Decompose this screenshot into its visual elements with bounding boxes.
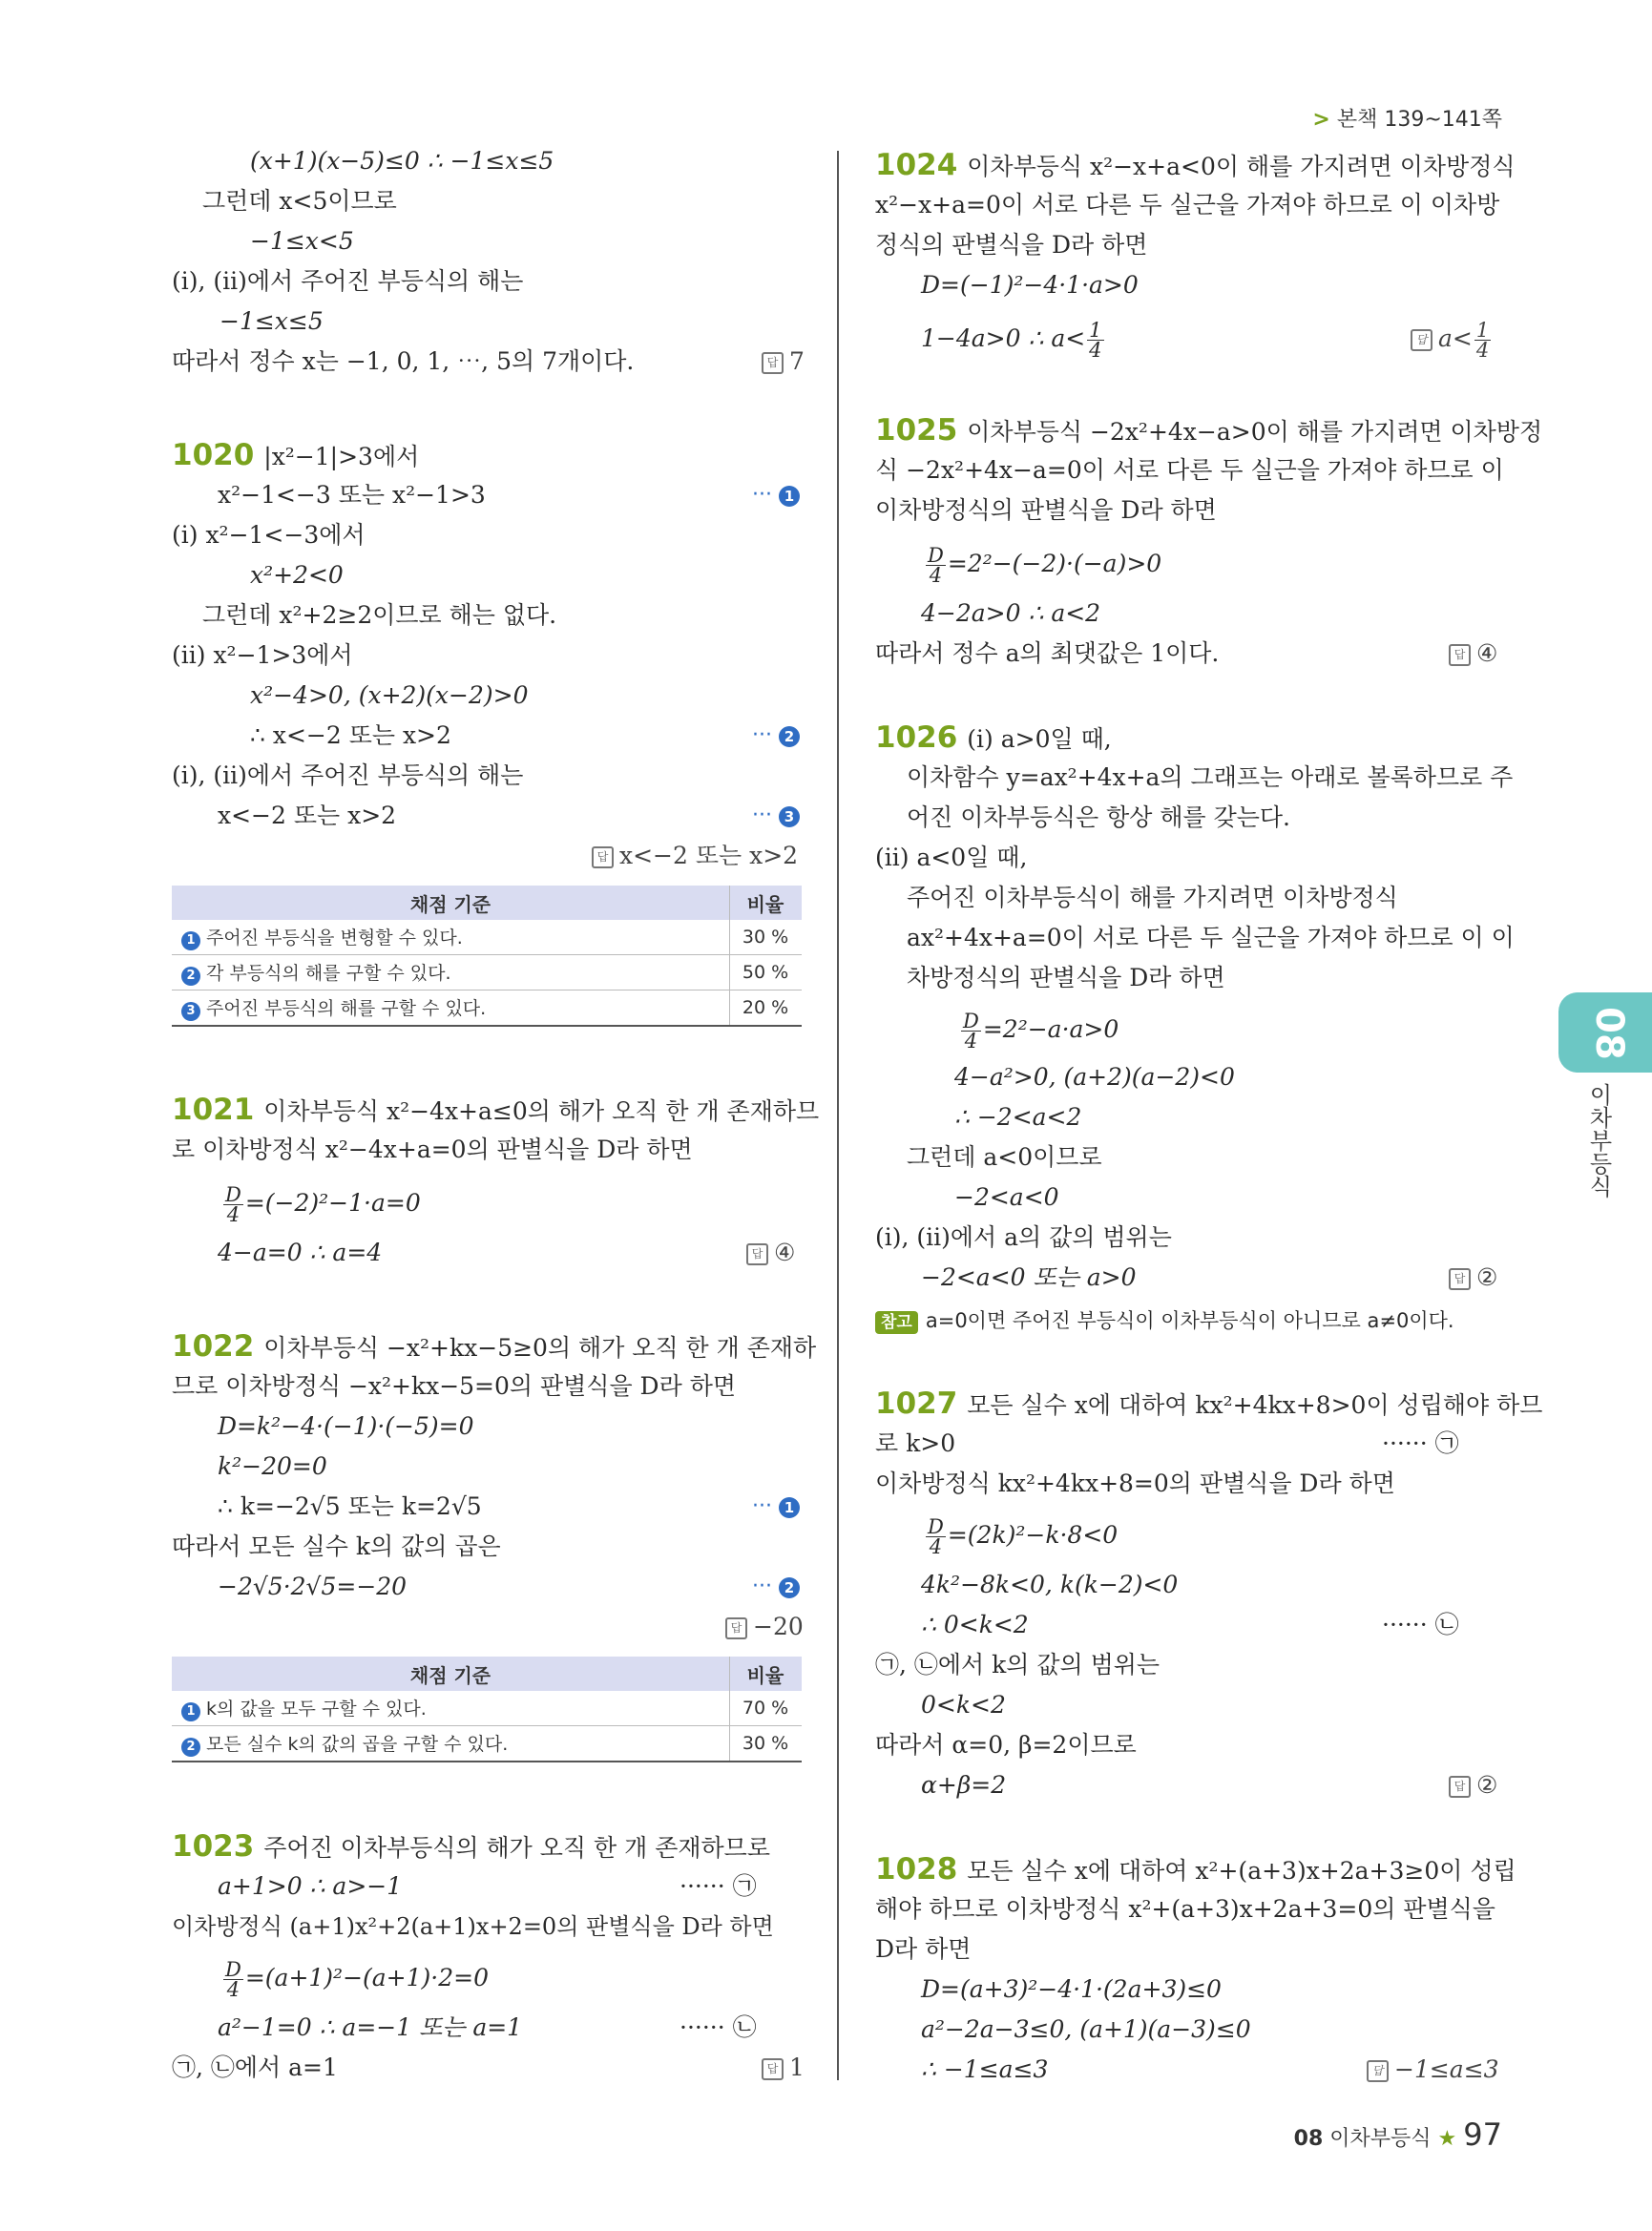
marker-b: ······ ㉡: [680, 2013, 757, 2041]
column-divider: [837, 151, 839, 2080]
text-line: 4−2a>0 ∴ a<2: [921, 599, 1101, 627]
chapter-tab[interactable]: [1558, 992, 1652, 1073]
text-line: x²+2<0: [250, 561, 344, 589]
text-line: ∴ −1≤a≤3: [921, 2055, 1049, 2083]
text-line: −2√5·2√5=−20: [218, 1573, 408, 1600]
text-line: 이차부등식 x²−x+a<0이 해를 가지려면 이차방정식: [967, 153, 1516, 180]
marker-a: ······ ㉠: [1382, 1429, 1459, 1457]
text-line: 차방정식의 판별식을 D라 하면: [907, 964, 1225, 991]
step-2-icon: 2: [779, 726, 800, 747]
text-line: 로 이차방정식 x²−4x+a=0의 판별식을 D라 하면: [172, 1136, 693, 1163]
reference-note: [875, 1305, 1454, 1334]
answer: [762, 345, 805, 378]
problem-number: 1027: [875, 1387, 958, 1421]
text-line: 주어진 이차부등식이 해를 가지려면 이차방정식: [907, 884, 1398, 911]
text-line: 모든 실수 x에 대하여 kx²+4kx+8>0이 성립해야 하므: [967, 1391, 1543, 1419]
answer-value: ②: [1476, 1771, 1498, 1799]
text-line: ㉠, ㉡에서 k의 값의 범위는: [875, 1651, 1161, 1678]
text-line: $\frac{D}{4}$ =(2k)²−k·8<0: [928, 1515, 1119, 1558]
text-line: 해야 하므로 이차방정식 x²+(a+3)x+2a+3=0의 판별식을: [875, 1895, 1495, 1923]
problem-number: 1026: [875, 720, 958, 755]
text-line: 이차부등식 −2x²+4x−a>0이 해를 가지려면 이차방정: [967, 418, 1543, 446]
answer: [1449, 1769, 1497, 1802]
text-line: $\frac{D}{4}$ =(a+1)²−(a+1)·2=0: [225, 1958, 489, 2001]
answer-value: 7: [789, 347, 805, 375]
answer-mark-icon: 답: [1449, 1268, 1471, 1290]
text-line: $\frac{D}{4}$ =(−2)²−1·a=0: [225, 1183, 421, 1226]
answer: [746, 1237, 795, 1269]
fraction: $\frac{1}{4}$: [1475, 319, 1490, 362]
answer-mark-icon: 답: [746, 1243, 768, 1265]
text-line: a²−1=0 ∴ a=−1 또는 a=1: [218, 2013, 523, 2041]
text-line: −1≤x≤5: [220, 307, 324, 335]
table-row: 2 모든 실수 k의 값의 곱을 구할 수 있다. 30 %: [172, 1726, 802, 1762]
chapter-tab-number: 08: [1586, 1007, 1631, 1060]
fraction: $\frac{D}{4}$: [928, 1515, 944, 1558]
step-1-icon: 1: [779, 486, 800, 507]
text-line: (ii) x²−1>3에서: [172, 641, 353, 669]
text-line: 이차방정식의 판별식을 D라 하면: [875, 496, 1217, 524]
table-header: 채점 기준: [172, 1657, 730, 1691]
page-footer: [1294, 2116, 1502, 2153]
text-line: 식 −2x²+4x−a=0이 서로 다른 두 실근을 가져야 하므로 이: [875, 456, 1504, 484]
answer-mark-icon: 답: [725, 1617, 747, 1639]
answer: [592, 840, 798, 872]
problem-number: 1020: [172, 438, 255, 472]
marker-b: ······ ㉡: [1382, 1611, 1459, 1638]
answer: [762, 2052, 805, 2084]
answer-value: x<−2 또는 x>2: [619, 842, 799, 869]
header-arrow: >: [1312, 108, 1330, 132]
text-line: 어진 이차부등식은 항상 해를 갖는다.: [907, 803, 1290, 831]
problem-1020: [172, 439, 419, 473]
problem-1024: [875, 149, 1516, 183]
footer-title: 이차부등식: [1329, 2127, 1432, 2151]
problem-1027: [875, 1387, 1542, 1422]
text-line: (i), (ii)에서 주어진 부등식의 해는: [172, 761, 524, 789]
text-line: (i) x²−1<−3에서: [172, 521, 366, 549]
answer: [725, 1611, 804, 1643]
answer-value: a<: [1438, 324, 1473, 352]
fraction: $\frac{D}{4}$: [928, 544, 944, 587]
answer-value: 1: [789, 2054, 805, 2081]
text-line: −2<a<0 또는 a>0: [921, 1263, 1137, 1291]
step-marker: ··· 2: [752, 719, 800, 752]
text-line: (i), (ii)에서 주어진 부등식의 해는: [172, 267, 524, 295]
header-reference: 본책 139~141쪽: [1336, 108, 1502, 132]
text-line: x<−2 또는 x>2: [218, 802, 397, 829]
page-header: [1312, 103, 1502, 133]
text-line: a+1>0 ∴ a>−1: [218, 1872, 403, 1900]
text-line: −1≤x<5: [250, 227, 354, 255]
text-line: 그런데 x²+2≥2이므로 해는 없다.: [202, 601, 557, 629]
answer-value: ④: [774, 1239, 796, 1266]
note-text: a=0이면 주어진 부등식이 이차부등식이 아니므로 a≠0이다.: [925, 1309, 1454, 1332]
problem-1022: [172, 1330, 816, 1365]
text-line: x²−1<−3 또는 x²−1>3: [218, 481, 486, 509]
answer-value: ②: [1476, 1263, 1498, 1291]
text-line: 그런데 x<5이므로: [202, 187, 397, 215]
problem-1025: [875, 414, 1542, 448]
step-marker: ··· 2: [752, 1571, 800, 1603]
answer-mark-icon: 답: [1449, 644, 1471, 666]
answer-mark-icon: 답: [1449, 1776, 1471, 1798]
text-line: ∴ −2<a<2: [954, 1103, 1082, 1131]
answer-mark-icon: 답: [592, 846, 614, 868]
page-number: 97: [1463, 2116, 1502, 2153]
text-line: 이차함수 y=ax²+4x+a의 그래프는 아래로 볼록하므로 주: [907, 763, 1514, 791]
text-line: 따라서 모든 실수 k의 값의 곱은: [172, 1533, 501, 1560]
text-line: 이차방정식 kx²+4kx+8=0의 판별식을 D라 하면: [875, 1470, 1395, 1497]
text-line: (i) a>0일 때,: [967, 725, 1112, 753]
fraction: $\frac{D}{4}$: [963, 1010, 979, 1053]
text-line: ∴ k=−2√5 또는 k=2√5: [218, 1492, 482, 1520]
text-line: 0<k<2: [921, 1691, 1006, 1719]
text-line: |x²−1|>3에서: [263, 443, 420, 470]
footer-chapter: 08: [1293, 2127, 1324, 2151]
text-line: x²−4>0, (x+2)(x−2)>0: [250, 681, 529, 709]
step-1-icon: 1: [779, 1497, 800, 1518]
problem-number: 1023: [172, 1829, 255, 1864]
text-line: (ii) a<0일 때,: [875, 844, 1028, 871]
text-line: D라 하면: [875, 1935, 972, 1963]
text-line: 모든 실수 x에 대하여 x²+(a+3)x+2a+3≥0이 성립: [967, 1857, 1516, 1885]
answer: [1367, 2054, 1499, 2086]
text-line: 따라서 정수 a의 최댓값은 1이다.: [875, 639, 1220, 667]
text-line: ∴ 0<k<2: [921, 1611, 1029, 1638]
text-line: ㉠, ㉡에서 a=1: [172, 2054, 338, 2081]
text-line: $\frac{D}{4}$ =2²−a·a>0: [963, 1010, 1119, 1053]
table-row: 1 주어진 부등식을 변형할 수 있다. 30 %: [172, 920, 802, 955]
answer: [1449, 637, 1497, 670]
text-line: a²−2a−3≤0, (a+1)(a−3)≤0: [921, 2015, 1251, 2043]
table-header: 비율: [730, 1657, 803, 1691]
star-icon: ★: [1437, 2127, 1457, 2151]
step-marker: ··· 3: [752, 800, 800, 832]
fraction: $\frac{1}{4}$: [1089, 319, 1102, 362]
answer: [1449, 1261, 1497, 1294]
text-line: 따라서 α=0, β=2이므로: [875, 1731, 1137, 1759]
text-line: (x+1)(x−5)≤0 ∴ −1≤x≤5: [250, 147, 554, 175]
problem-1023: [172, 1830, 770, 1865]
answer-mark-icon: 답: [1367, 2060, 1389, 2082]
answer-mark-icon: 답: [1411, 329, 1432, 351]
answer-value: −1≤a≤3: [1394, 2055, 1499, 2083]
answer-value: ④: [1476, 639, 1498, 667]
problem-number: 1021: [172, 1093, 255, 1127]
problem-number: 1028: [875, 1852, 958, 1887]
text-line: α+β=2: [921, 1771, 1007, 1799]
text-line: D=k²−4·(−1)·(−5)=0: [218, 1412, 474, 1440]
answer-value: −20: [753, 1613, 804, 1640]
text-line: $\frac{D}{4}$ =2²−(−2)·(−a)>0: [928, 544, 1162, 587]
problem-1026: [875, 721, 1112, 756]
fraction: $\frac{D}{4}$: [225, 1183, 241, 1226]
text-line: 므로 이차방정식 −x²+kx−5=0의 판별식을 D라 하면: [172, 1372, 736, 1400]
table-row: 1 k의 값을 모두 구할 수 있다. 70 %: [172, 1691, 802, 1726]
table-header: 채점 기준: [172, 886, 730, 920]
step-2-icon: 2: [779, 1577, 800, 1598]
problem-number: 1025: [875, 413, 958, 448]
answer-mark-icon: 답: [762, 352, 784, 374]
text-line: 그런데 a<0이므로: [907, 1143, 1102, 1171]
text-line: D=(a+3)²−4·1·(2a+3)≤0: [921, 1975, 1222, 2003]
step-3-icon: 3: [779, 806, 800, 827]
text-line: x²−x+a=0이 서로 다른 두 실근을 가져야 하므로 이 이차방: [875, 191, 1500, 219]
problem-number: 1022: [172, 1329, 255, 1364]
text-line: (i), (ii)에서 a의 값의 범위는: [875, 1223, 1172, 1251]
step-marker: ··· 1: [752, 1491, 800, 1523]
problem-1028: [875, 1853, 1516, 1887]
text-line: k²−20=0: [218, 1452, 327, 1480]
text-line: 정식의 판별식을 D라 하면: [875, 231, 1148, 259]
fraction: $\frac{D}{4}$: [225, 1958, 241, 2001]
answer-mark-icon: 답: [762, 2058, 784, 2080]
text-line: 4−a²>0, (a+2)(a−2)<0: [954, 1063, 1235, 1091]
text-line: 4−a=0 ∴ a=4: [218, 1239, 383, 1266]
problem-number: 1024: [875, 148, 958, 182]
chapter-tab-label: 이차부등식: [1585, 1083, 1612, 1198]
step-marker: ··· 1: [752, 479, 800, 511]
table-header: 비율: [730, 886, 803, 920]
text-line: −2<a<0: [954, 1183, 1059, 1211]
text-line: ∴ x<−2 또는 x>2: [250, 721, 451, 749]
text-line: 따라서 정수 x는 −1, 0, 1, ⋯, 5의 7개이다.: [172, 347, 635, 375]
grading-table: [172, 1657, 802, 1762]
marker-a: ······ ㉠: [680, 1872, 757, 1900]
answer: [1411, 321, 1493, 360]
table-row: 3 주어진 부등식의 해를 구할 수 있다. 20 %: [172, 990, 802, 1027]
grading-table: [172, 886, 802, 1027]
text-line: 로 k>0: [875, 1429, 956, 1457]
text-line: 주어진 이차부등식의 해가 오직 한 개 존재하므로: [263, 1834, 770, 1862]
text-line: 이차방정식 (a+1)x²+2(a+1)x+2=0의 판별식을 D라 하면: [172, 1913, 774, 1940]
problem-1021: [172, 1094, 819, 1128]
table-row: 2 각 부등식의 해를 구할 수 있다. 50 %: [172, 955, 802, 990]
note-tag: 참고: [875, 1311, 918, 1334]
text-line: D=(−1)²−4·1·a>0: [921, 271, 1139, 299]
text-line: ax²+4x+a=0이 서로 다른 두 실근을 가져야 하므로 이 이: [907, 924, 1515, 951]
text-line: 이차부등식 −x²+kx−5≥0의 해가 오직 한 개 존재하: [263, 1334, 817, 1362]
text-line: 1−4a>0 ∴ a< $\frac{1}{4}$: [921, 319, 1102, 362]
text-line: 이차부등식 x²−4x+a≤0의 해가 오직 한 개 존재하므: [263, 1097, 820, 1125]
text-line: 4k²−8k<0, k(k−2)<0: [921, 1571, 1179, 1598]
